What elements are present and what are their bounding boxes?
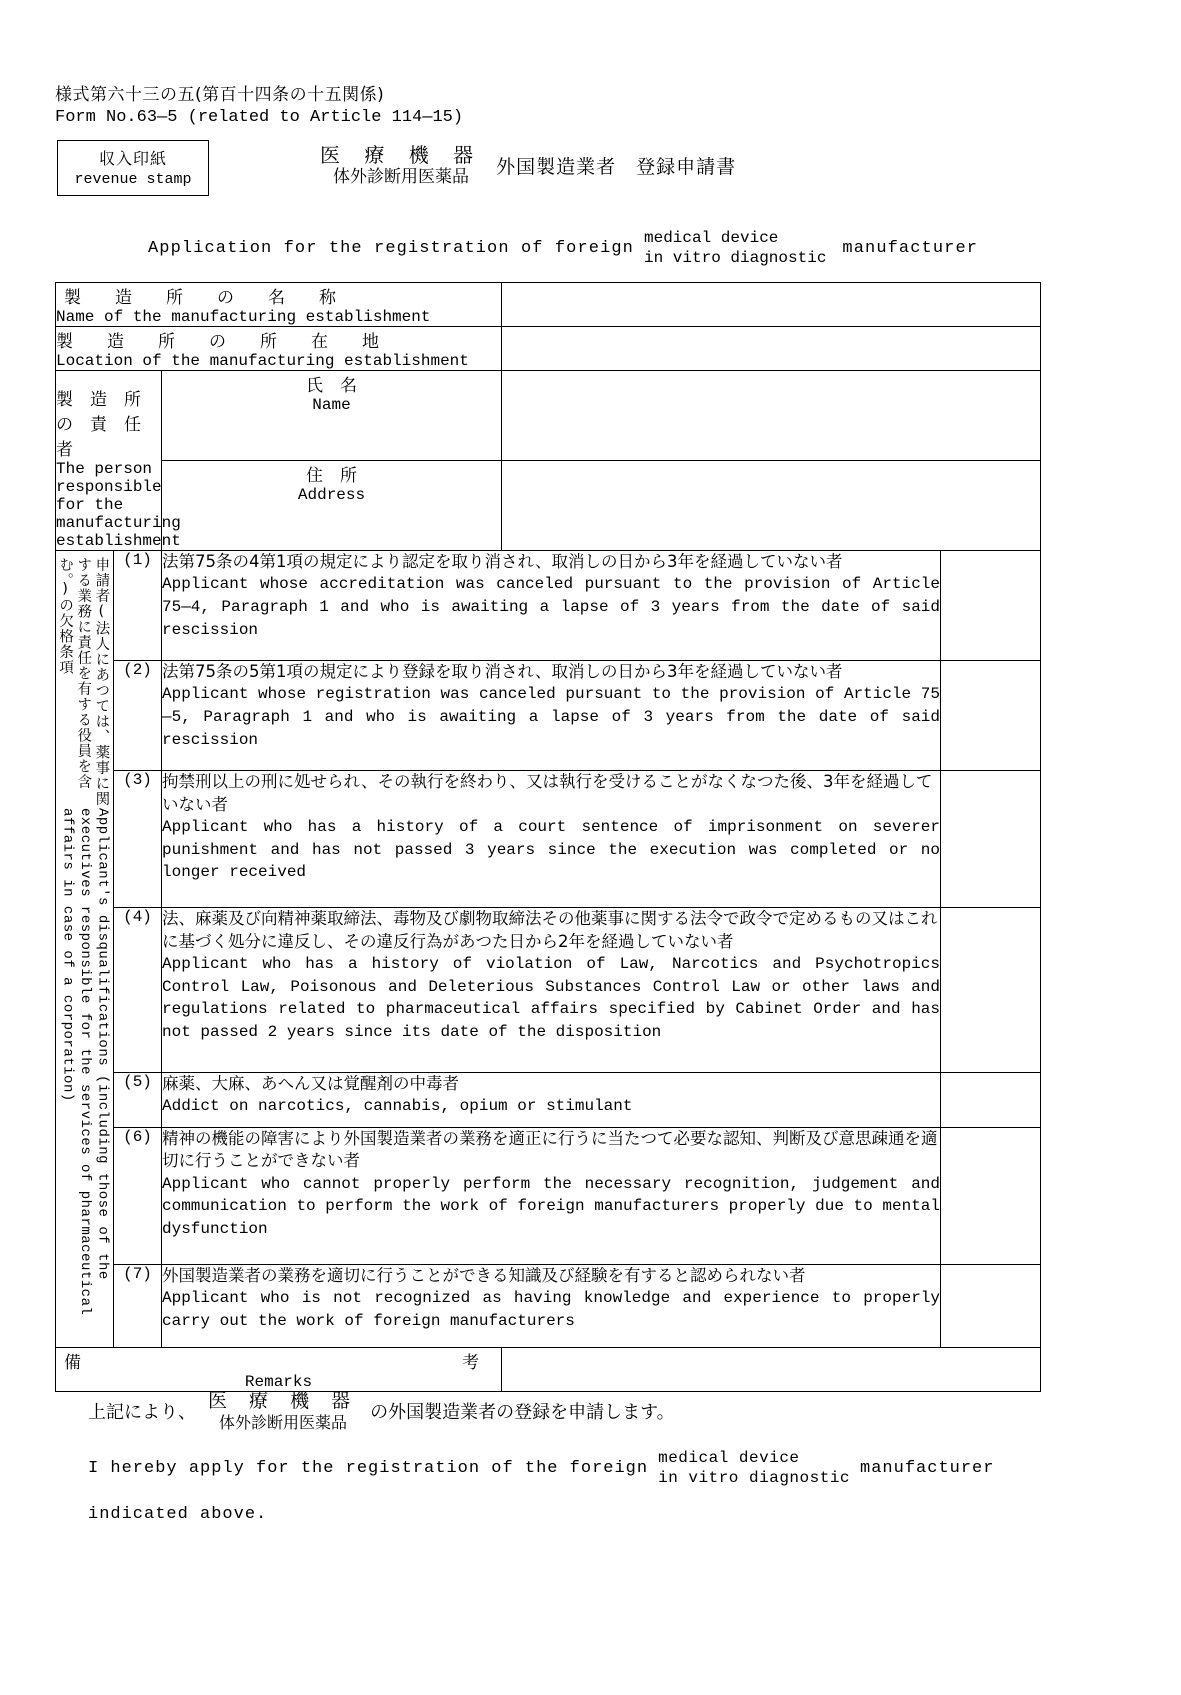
- label-responsible-address: [162, 461, 502, 551]
- title-product-ivd: 体外診断用医薬品: [333, 167, 470, 187]
- table-row: [56, 908, 1041, 1072]
- label-responsible-person-en1: The person responsible for the: [56, 460, 162, 514]
- item-text-jp: 拘禁刑以上の刑に処せられ、その執行を終わり、又は執行を受けることがなくなつた後、3年を経過していない者: [162, 772, 933, 814]
- item-text-jp: 法第75条の5第1項の規定により登録を取り消され、取消しの日から3年を経過していない者: [162, 662, 843, 682]
- declaration-en-suffix: manufacturer: [860, 1458, 995, 1478]
- form-number-block: [55, 84, 463, 130]
- label-disqualification-jp: 申請者(法人にあつては、薬事に関する業務に責任を有する役員を含む。)の欠格条項: [57, 557, 110, 807]
- field-remarks[interactable]: [502, 1348, 1041, 1392]
- subtitle-ivd: in vitro diagnostic: [643, 249, 827, 267]
- field-responsible-name[interactable]: [502, 371, 1041, 461]
- declaration-en-line3: indicated above.: [88, 1505, 268, 1524]
- label-responsible-person-en2: manufacturing establishment: [56, 514, 181, 550]
- declaration-jp-prefix: 上記により、: [88, 1401, 196, 1423]
- label-establishment-name-en: Name of the manufacturing establishment: [56, 308, 431, 326]
- item-check-field[interactable]: [941, 771, 1041, 908]
- item-check-field[interactable]: [941, 1265, 1041, 1348]
- label-establishment-location-jp: 製 造 所 の 所 在 地: [56, 332, 379, 352]
- item-check-field[interactable]: [941, 908, 1041, 1072]
- title-product-device: 医 療 機 器: [320, 143, 483, 167]
- label-responsible-address-en: Address: [297, 486, 366, 504]
- declaration-jp-ivd: 体外診断用医薬品: [219, 1412, 348, 1432]
- label-establishment-location-en: Location of the manufacturing establishment: [56, 352, 469, 370]
- item-check-field[interactable]: [941, 551, 1041, 661]
- label-establishment-name: [56, 283, 502, 327]
- item-number: (7): [114, 1265, 162, 1348]
- label-responsible-address-jp: 住 所: [306, 466, 357, 486]
- form-number-en: Form No.63—5 (related to Article 114—15): [55, 107, 464, 127]
- declaration-en: [88, 1448, 994, 1488]
- item-text-jp: 麻薬、大麻、あへん又は覚醒剤の中毒者: [162, 1073, 459, 1093]
- item-number: (2): [114, 661, 162, 771]
- label-responsible-name-en: Name: [312, 396, 351, 414]
- item-text: [162, 908, 941, 1072]
- item-text: [162, 1072, 941, 1127]
- item-text-en: Addict on narcotics, cannabis, opium or stimulant: [162, 1097, 633, 1115]
- label-establishment-location: [56, 327, 502, 371]
- field-establishment-name[interactable]: [502, 283, 1041, 327]
- declaration-jp-suffix: の外国製造業者の登録を申請します。: [370, 1401, 675, 1423]
- revenue-stamp-label-en: revenue stamp: [74, 171, 192, 188]
- item-text-en: Applicant who has a history of a court sentence of imprisonment on severer punishment and has not passed 3 years since the execution was completed or no longer received: [162, 817, 940, 882]
- item-text-en: Applicant whose accreditation was canceled pursuant to the provision of Article 75—4, Paragraph 1 and who is awaiting a lapse of 3 years from the date of said rescission: [162, 575, 940, 639]
- table-row: [56, 771, 1041, 908]
- item-text-en: Applicant who has a history of violation of Law, Narcotics and Psychotropics Control Law, Poisonous and Deleterious Substances Control Law or other laws and regulations related to pharmaceutical affairs specified by Cabinet Order and has not passed 2 years since its date of the disposition: [162, 954, 940, 1042]
- table-row: [56, 1265, 1041, 1348]
- table-row: [56, 1072, 1041, 1127]
- item-text: [162, 1128, 941, 1265]
- declaration-en-device: medical device: [658, 1449, 800, 1467]
- title-suffix: 外国製造業者 登録申請書: [496, 155, 737, 178]
- item-text: [162, 661, 941, 771]
- revenue-stamp-label-jp: 収入印紙: [98, 149, 167, 168]
- subtitle-suffix: manufacturer: [842, 238, 979, 258]
- item-number: (4): [114, 908, 162, 1072]
- item-number: (6): [114, 1128, 162, 1265]
- table-row: [56, 551, 1041, 661]
- item-check-field[interactable]: [941, 1072, 1041, 1127]
- label-establishment-name-jp: 製 造 所 の 名 称: [64, 288, 336, 308]
- item-text-jp: 法、麻薬及び向精神薬取締法、毒物及び劇物取締法その他薬事に関する法令で政令で定めるもの又はこれに基づく処分に違反し、その違反行為があつた日から2年を経過していない者: [162, 909, 938, 951]
- label-disqualification-en: Applicant's disqualifications (including those of the executives responsible for the services of pharmaceutical affairs in case of a corporation): [59, 807, 111, 1316]
- item-number: (5): [114, 1072, 162, 1127]
- label-disqualification-vertical: [56, 551, 114, 1348]
- label-responsible-person: [56, 371, 181, 551]
- table-row: [56, 1348, 1041, 1392]
- field-responsible-address[interactable]: [502, 461, 1041, 551]
- document-subtitle: [148, 228, 978, 268]
- item-number: (1): [114, 551, 162, 661]
- item-text-jp: 外国製造業者の業務を適切に行うことができる知識及び経験を有すると認められない者: [162, 1266, 806, 1286]
- table-row: [56, 661, 1041, 771]
- table-row: [56, 327, 1041, 371]
- declaration-en-ivd: in vitro diagnostic: [658, 1469, 851, 1487]
- label-remarks-jp-right: 考: [462, 1353, 479, 1373]
- declaration-en-prefix: I hereby apply for the registration of the foreign: [88, 1458, 649, 1478]
- application-table: [55, 282, 1041, 1392]
- item-text-en: Applicant who is not recognized as having knowledge and experience to properly carry out the work of foreign manufacturers: [162, 1289, 940, 1331]
- item-check-field[interactable]: [941, 1128, 1041, 1265]
- label-remarks-en: Remarks: [244, 1373, 313, 1391]
- item-text-jp: 法第75条の4第1項の規定により認定を取り消され、取消しの日から3年を経過していない者: [162, 552, 843, 571]
- label-responsible-person-jp: 製 造 所 の 責 任 者: [56, 390, 158, 460]
- table-row: [56, 461, 1041, 551]
- item-check-field[interactable]: [941, 661, 1041, 771]
- label-responsible-name: [162, 371, 502, 461]
- table-row: [56, 1128, 1041, 1265]
- item-text: [162, 551, 941, 661]
- item-text: [162, 771, 941, 908]
- form-number-jp: 様式第六十三の五(第百十四条の十五関係): [55, 85, 385, 105]
- subtitle-medical-device: medical device: [643, 229, 779, 247]
- label-remarks: [56, 1348, 502, 1392]
- item-text-jp: 精神の機能の障害により外国製造業者の業務を適正に行うに当たつて必要な認知、判断及び意思疎通を適切に行うことができない者: [162, 1129, 938, 1171]
- declaration-jp: [88, 1390, 675, 1432]
- item-text: [162, 1265, 941, 1348]
- subtitle-prefix: Application for the registration of foreign: [148, 238, 634, 258]
- revenue-stamp-box: [57, 140, 209, 196]
- table-row: [56, 283, 1041, 327]
- label-remarks-jp-left: 備: [64, 1353, 81, 1373]
- item-text-en: Applicant whose registration was canceled pursuant to the provision of Article 75—5, Paragraph 1 and who is awaiting a lapse of 3 years from the date of said rescission: [162, 685, 940, 749]
- field-establishment-location[interactable]: [502, 327, 1041, 371]
- declaration-jp-device: 医 療 機 器: [208, 1390, 359, 1412]
- label-responsible-name-jp: 氏 名: [306, 376, 357, 396]
- table-row: [56, 371, 1041, 461]
- document-title: [320, 143, 736, 187]
- item-number: (3): [114, 771, 162, 908]
- item-text-en: Applicant who cannot properly perform the necessary recognition, judgement and communication to perform the work of foreign manufacturers properly due to mental dysfunction: [162, 1174, 940, 1239]
